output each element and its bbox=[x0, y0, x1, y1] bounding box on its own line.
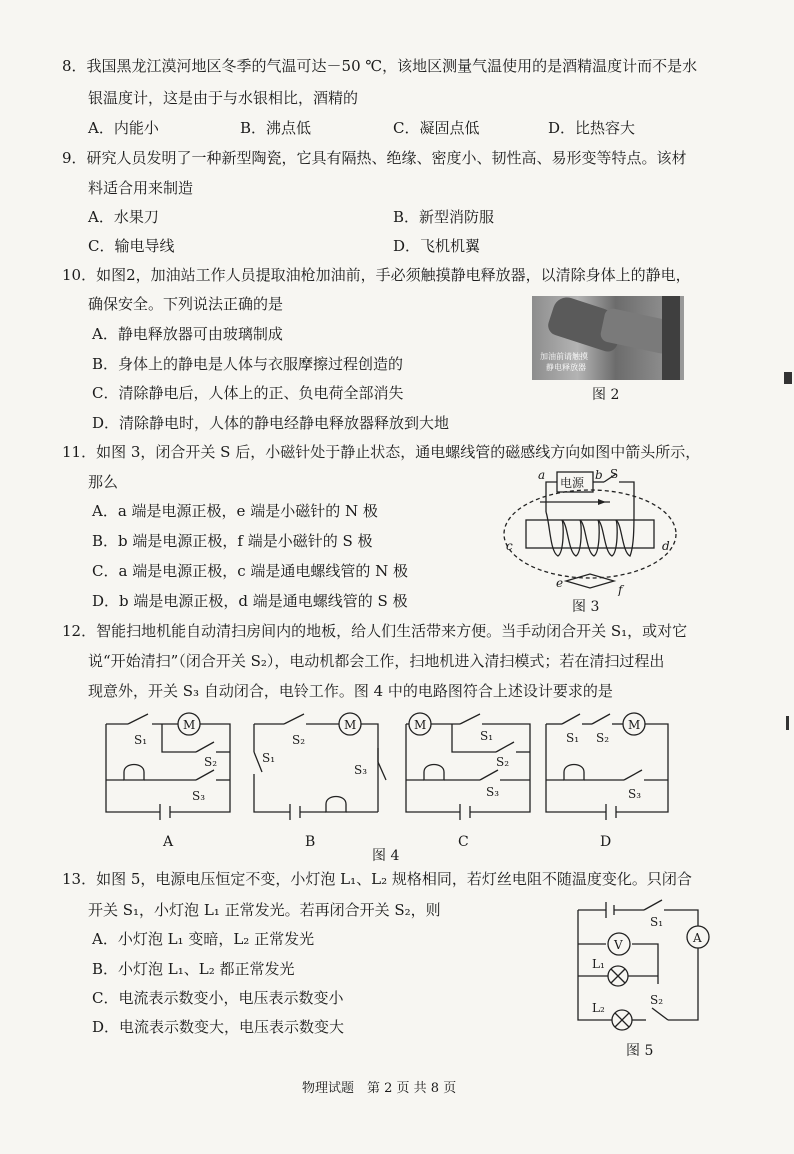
q10-line2: 确保安全。下列说法正确的是 bbox=[88, 295, 284, 313]
lamp-l2-icon bbox=[612, 1010, 632, 1030]
scan-mark bbox=[784, 372, 792, 384]
figure-5-circuit bbox=[568, 896, 718, 1036]
q8-option-c: C．凝固点低 bbox=[393, 119, 480, 137]
scan-mark-2 bbox=[786, 716, 789, 730]
figure-3-label: 图 3 bbox=[572, 599, 600, 615]
q9-option-b: B．新型消防服 bbox=[393, 208, 495, 226]
q9-line2: 料适合用来制造 bbox=[88, 179, 194, 197]
q13-option-d: D．电流表示数变大，电压表示数变大 bbox=[92, 1018, 345, 1036]
figure-5-label: 图 5 bbox=[626, 1043, 654, 1059]
b-s3: S₃ bbox=[354, 763, 368, 777]
q9-option-a: A．水果刀 bbox=[88, 208, 159, 226]
q10-option-c: C．清除静电后，人体上的正、负电荷全部消失 bbox=[92, 384, 404, 402]
svg-text:V: V bbox=[614, 938, 623, 952]
label-b: b bbox=[595, 468, 603, 482]
circuit-d bbox=[546, 714, 668, 820]
c-s3: S₃ bbox=[486, 785, 500, 799]
a-s3: S₃ bbox=[192, 789, 206, 803]
motor-icon-c bbox=[409, 713, 431, 735]
svg-text:M: M bbox=[344, 718, 357, 732]
circuit-label-a: A bbox=[163, 834, 174, 850]
q12-line3: 现意外，开关 S₃ 自动闭合，电铃工作。图 4 中的电路图符合上述设计要求的是 bbox=[88, 682, 613, 700]
d-s3: S₃ bbox=[628, 787, 642, 801]
q12-line1: 12．智能扫地机能自动清扫房间内的地板，给人们生活带来方便。当手动闭合开关 S₁，或对它 bbox=[62, 622, 688, 640]
q11-option-c: C．a 端是电源正极，c 端是通电螺线管的 N 极 bbox=[92, 562, 409, 580]
circuit-label-d: D bbox=[600, 834, 612, 850]
q8-line1: 8．我国黑龙江漠河地区冬季的气温可达－50 ℃，该地区测量气温使用的是酒精温度计而不是水 bbox=[62, 57, 698, 75]
label-a: a bbox=[538, 468, 546, 482]
q10-option-b: B．身体上的静电是人体与衣服摩擦过程创造的 bbox=[92, 355, 404, 373]
voltmeter-icon bbox=[608, 933, 630, 955]
q9-option-d: D．飞机机翼 bbox=[393, 237, 481, 255]
q13-line1: 13．如图 5，电源电压恒定不变，小灯泡 L₁、L₂ 规格相同，若灯丝电阻不随温度变化。只闭合 bbox=[62, 870, 692, 888]
fig5-l1: L₁ bbox=[592, 957, 605, 971]
q10-option-a: A．静电释放器可由玻璃制成 bbox=[92, 325, 283, 343]
a-s1: S₁ bbox=[134, 733, 148, 747]
q13-option-b: B．小灯泡 L₁、L₂ 都正常发光 bbox=[92, 960, 295, 978]
svg-text:M: M bbox=[628, 718, 641, 732]
q9-line1: 9．研究人员发明了一种新型陶瓷，它具有隔热、绝缘、密度小、韧性高、易形变等特点。该材 bbox=[62, 149, 687, 167]
fig5-s2: S₂ bbox=[650, 993, 664, 1007]
release-device bbox=[662, 296, 680, 380]
q13-line2: 开关 S₁，小灯泡 L₁ 正常发光。若再闭合开关 S₂，则 bbox=[88, 901, 441, 919]
label-c: c bbox=[506, 539, 513, 553]
label-f: f bbox=[618, 583, 623, 596]
q13-option-a: A．小灯泡 L₁ 变暗，L₂ 正常发光 bbox=[92, 930, 315, 948]
motor-icon-d bbox=[623, 713, 645, 735]
d-s2: S₂ bbox=[596, 731, 610, 745]
fig5-s1: S₁ bbox=[650, 915, 664, 929]
figure-2-label: 图 2 bbox=[592, 387, 620, 403]
q10-line1: 10．如图2，加油站工作人员提取油枪加油前，手必须触摸静电释放器，以清除身体上的静电， bbox=[62, 266, 691, 284]
b-s1: S₁ bbox=[262, 751, 276, 765]
q8-line2: 银温度计，这是由于与水银相比，酒精的 bbox=[88, 89, 359, 107]
motor-icon-b bbox=[339, 713, 361, 735]
q8-option-a: A．内能小 bbox=[88, 119, 159, 137]
c-s2: S₂ bbox=[496, 755, 510, 769]
q11-line1: 11．如图 3，闭合开关 S 后，小磁针处于静止状态，通电螺线管的磁感线方向如图中箭头所示， bbox=[62, 443, 701, 461]
q8-option-b: B．沸点低 bbox=[240, 119, 312, 137]
d-s1: S₁ bbox=[566, 731, 580, 745]
q11-option-b: B．b 端是电源正极，f 端是小磁针的 S 极 bbox=[92, 532, 373, 550]
photo-caption-1: 加油前请触摸 bbox=[540, 352, 588, 361]
q8-option-d: D．比热容大 bbox=[548, 119, 636, 137]
q12-line2: 说“开始清扫”（闭合开关 S₂），电动机都会工作，扫地机进入清扫模式；若在清扫过程出 bbox=[88, 652, 665, 670]
q10-option-d: D．清除静电时，人体的静电经静电释放器释放到大地 bbox=[92, 414, 450, 432]
circuit-label-b: B bbox=[305, 834, 316, 850]
q11-line2: 那么 bbox=[88, 473, 119, 491]
c-s1: S₁ bbox=[480, 729, 494, 743]
fig5-l2: L₂ bbox=[592, 1001, 605, 1015]
arrow-icon bbox=[598, 499, 606, 505]
q11-option-d: D．b 端是电源正极，d 端是通电螺线管的 S 极 bbox=[92, 592, 408, 610]
svg-text:A: A bbox=[693, 931, 702, 945]
motor-icon-a bbox=[178, 713, 200, 735]
q13-option-c: C．电流表示数变小，电压表示数变小 bbox=[92, 989, 344, 1007]
figure-4-circuits bbox=[100, 708, 700, 832]
page-footer: 物理试题 第 2 页 共 8 页 bbox=[302, 1081, 457, 1096]
q9-option-c: C．输电导线 bbox=[88, 237, 175, 255]
circuit-label-c: C bbox=[458, 834, 469, 850]
a-s2: S₂ bbox=[204, 755, 218, 769]
figure-3-solenoid-diagram bbox=[500, 466, 680, 596]
label-d: d bbox=[662, 539, 670, 553]
lamp-l1-icon bbox=[608, 966, 628, 986]
figure-2-photo bbox=[532, 296, 684, 380]
label-e: e bbox=[556, 576, 564, 590]
label-power: 电源 bbox=[560, 476, 585, 490]
svg-text:M: M bbox=[183, 718, 196, 732]
figure-4-label: 图 4 bbox=[372, 848, 400, 864]
svg-text:M: M bbox=[414, 718, 427, 732]
label-s: S bbox=[610, 467, 619, 481]
photo-caption-2: 静电释放器 bbox=[546, 363, 586, 372]
q11-option-a: A．a 端是电源正极，e 端是小磁针的 N 极 bbox=[92, 502, 378, 520]
b-s2: S₂ bbox=[292, 733, 306, 747]
ammeter-icon bbox=[687, 926, 709, 948]
